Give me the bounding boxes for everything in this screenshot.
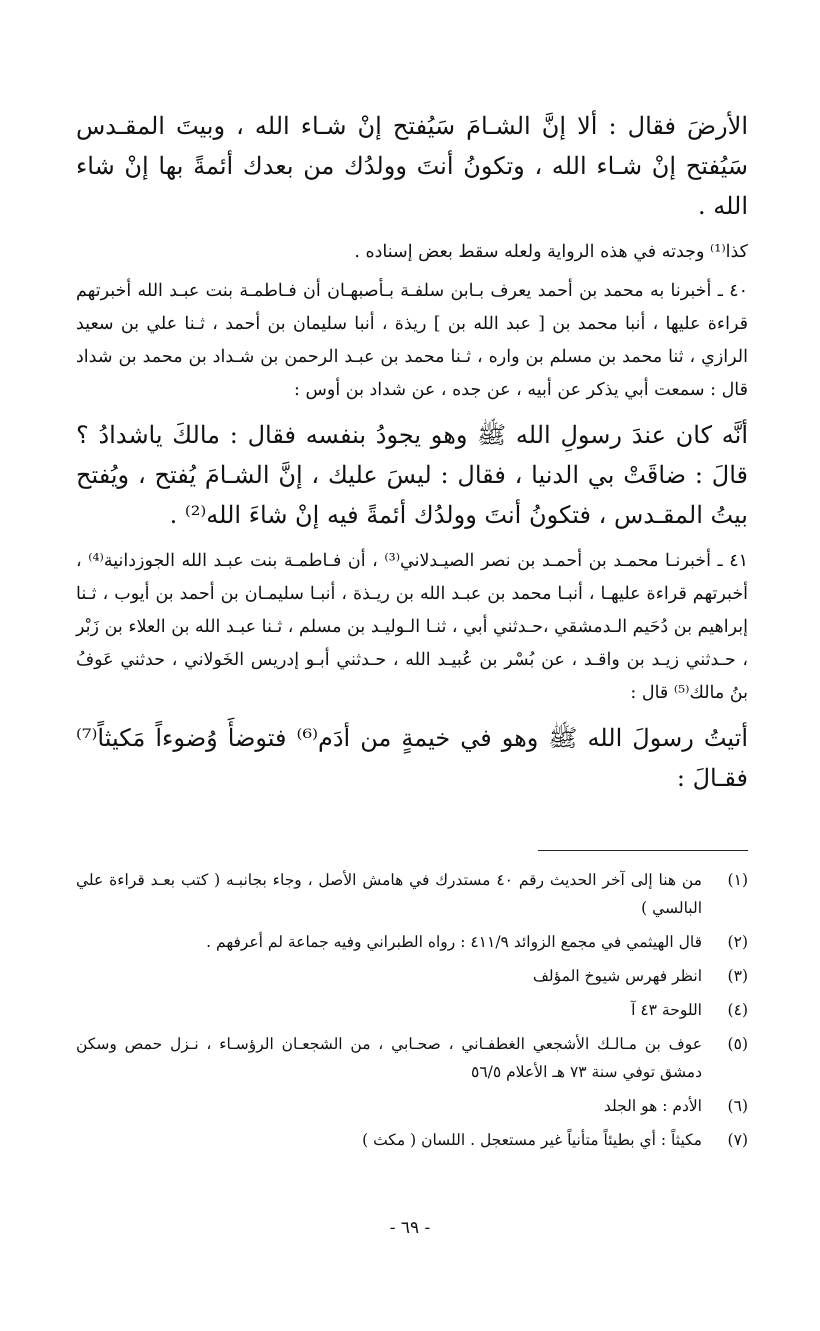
footnote-separator [538, 850, 748, 851]
footnote-text: عوف بن مـالـك الأشجعي الغطفـاني ، صحـابي ، من الشجعـان الرؤسـاء ، نـزل حمص وسكن دمشق توفي سنة ٧٣ هـ الأعلام ٥٦/٥ [76, 1035, 702, 1081]
footnotes [76, 866, 748, 1160]
main-text [76, 106, 748, 808]
footnote [76, 1092, 748, 1120]
hadith-41-matn: أتيتُ رسولَ الله ﷺ وهو في خيمةٍ من أدَم⁽⁶⁾ فتوضأَ وُضوءاً مَكيثاً⁽⁷⁾ فقـالَ : [76, 724, 748, 792]
footnote [76, 1030, 748, 1086]
footnote [76, 996, 748, 1024]
hadith-40-matn: أنَّه كان عندَ رسولِ الله ﷺ وهو يجودُ بنفسه فقال : مالكَ ياشدادُ ؟ قالَ : ضاقَتْ بي الدنيا ، فقال : ليسَ عليك ، إنَّ الشـامَ يُفتح ، ويُفتح بيتُ المقـدس ، فتكونُ أنتَ وولدُك أئمةً فيه إنْ شاءَ الله⁽²⁾ . [76, 421, 748, 529]
footnote [76, 866, 748, 922]
page-number: - ٦٩ - [389, 1218, 431, 1238]
footnote-text: الأدم : هو الجلد [603, 1097, 702, 1115]
footnote-number: (٣) [727, 967, 748, 985]
footnote-number: (١) [727, 871, 748, 889]
footnote-number: (٧) [727, 1131, 748, 1149]
hadith-40-isnad: ٤٠ ـ أخبرنا به محمد بن أحمد يعرف بـابن سلفـة بـأصبهـان أن فـاطمـة بنت عبـد الله أخبرتهم قراءة عليها ، أنبا محمد بن [ عبد الله بن ] ريذة ، أنبا سليمان بن أحمد ، ثـنا علي بن سعيد الرازي ، ثنا محمد بن مسلم بن واره ، ثـنا محمد بن عبـد الرحمن بن شـداد بن محمد بن شداد قال : سمعت أبي يذكر عن أبيه ، عن جده ، عن شداد بن أوس : [76, 281, 748, 400]
footnote-number: (٥) [727, 1035, 748, 1053]
paragraph: كذا⁽¹⁾ وجدته في هذه الرواية ولعله سقط بعض إسناده . [354, 242, 748, 262]
footnote [76, 1126, 748, 1154]
footnote [76, 962, 748, 990]
footnote-text: انظر فهرس شيوخ المؤلف [532, 967, 702, 985]
footnote-number: (٢) [727, 933, 748, 951]
footnote-text: من هنا إلى آخر الحديث رقم ٤٠ مستدرك في هامش الأصل ، وجاء بجانبـه ( كتب بعـد قراءة علي البالسي ) [76, 871, 702, 917]
footnote-text: اللوحة ٤٣ آ [631, 1001, 702, 1019]
footnote-number: (٤) [727, 1001, 748, 1019]
footnote-text: قال الهيثمي في مجمع الزوائد ٤١١/٩ : رواه الطبراني وفيه جماعة لم أعرفهم . [206, 933, 702, 951]
footnote-text: مكيثاً : أي بطيئاً متأنياً غير مستعجل . اللسان ( مكث ) [362, 1131, 702, 1149]
paragraph: الأرضَ فقال : ألا إنَّ الشـامَ سَيُفتح إنْ شـاء الله ، وبيتَ المقـدس سَيُفتح إنْ شـاء الله ، وتكونُ أنتَ وولدُك من بعدك أئمةً بها إنْ شاء الله . [76, 112, 748, 220]
footnote-number: (٦) [727, 1097, 748, 1115]
footnote [76, 928, 748, 956]
hadith-41-isnad: ٤١ ـ أخبرنـا محمـد بن أحمـد بن نصر الصيـدلاني⁽³⁾ ، أن فـاطمـة بنت عبـد الله الجوزدانية⁽⁴⁾ ، أخبرتهم قراءة عليهـا ، أنبـا محمد بن عبـد الله بن ريـذة ، أنبـا سليمـان بن أحمد بن أيوب ، ثـنا إبراهيم بن دُحَيم الـدمشقي ،حـدثني أبي ، ثنـا الـوليـد بن مسلم ، ثـنا عبـد الله بن العلاء بن زَبْر ، حـدثني زيـد بن واقـد ، عن بُسْر بن عُبيـد الله ، حـدثني أبـو إدريس الخَولاني ، حدثني عَوفُ بنُ مالك⁽⁵⁾ قال : [76, 551, 749, 703]
